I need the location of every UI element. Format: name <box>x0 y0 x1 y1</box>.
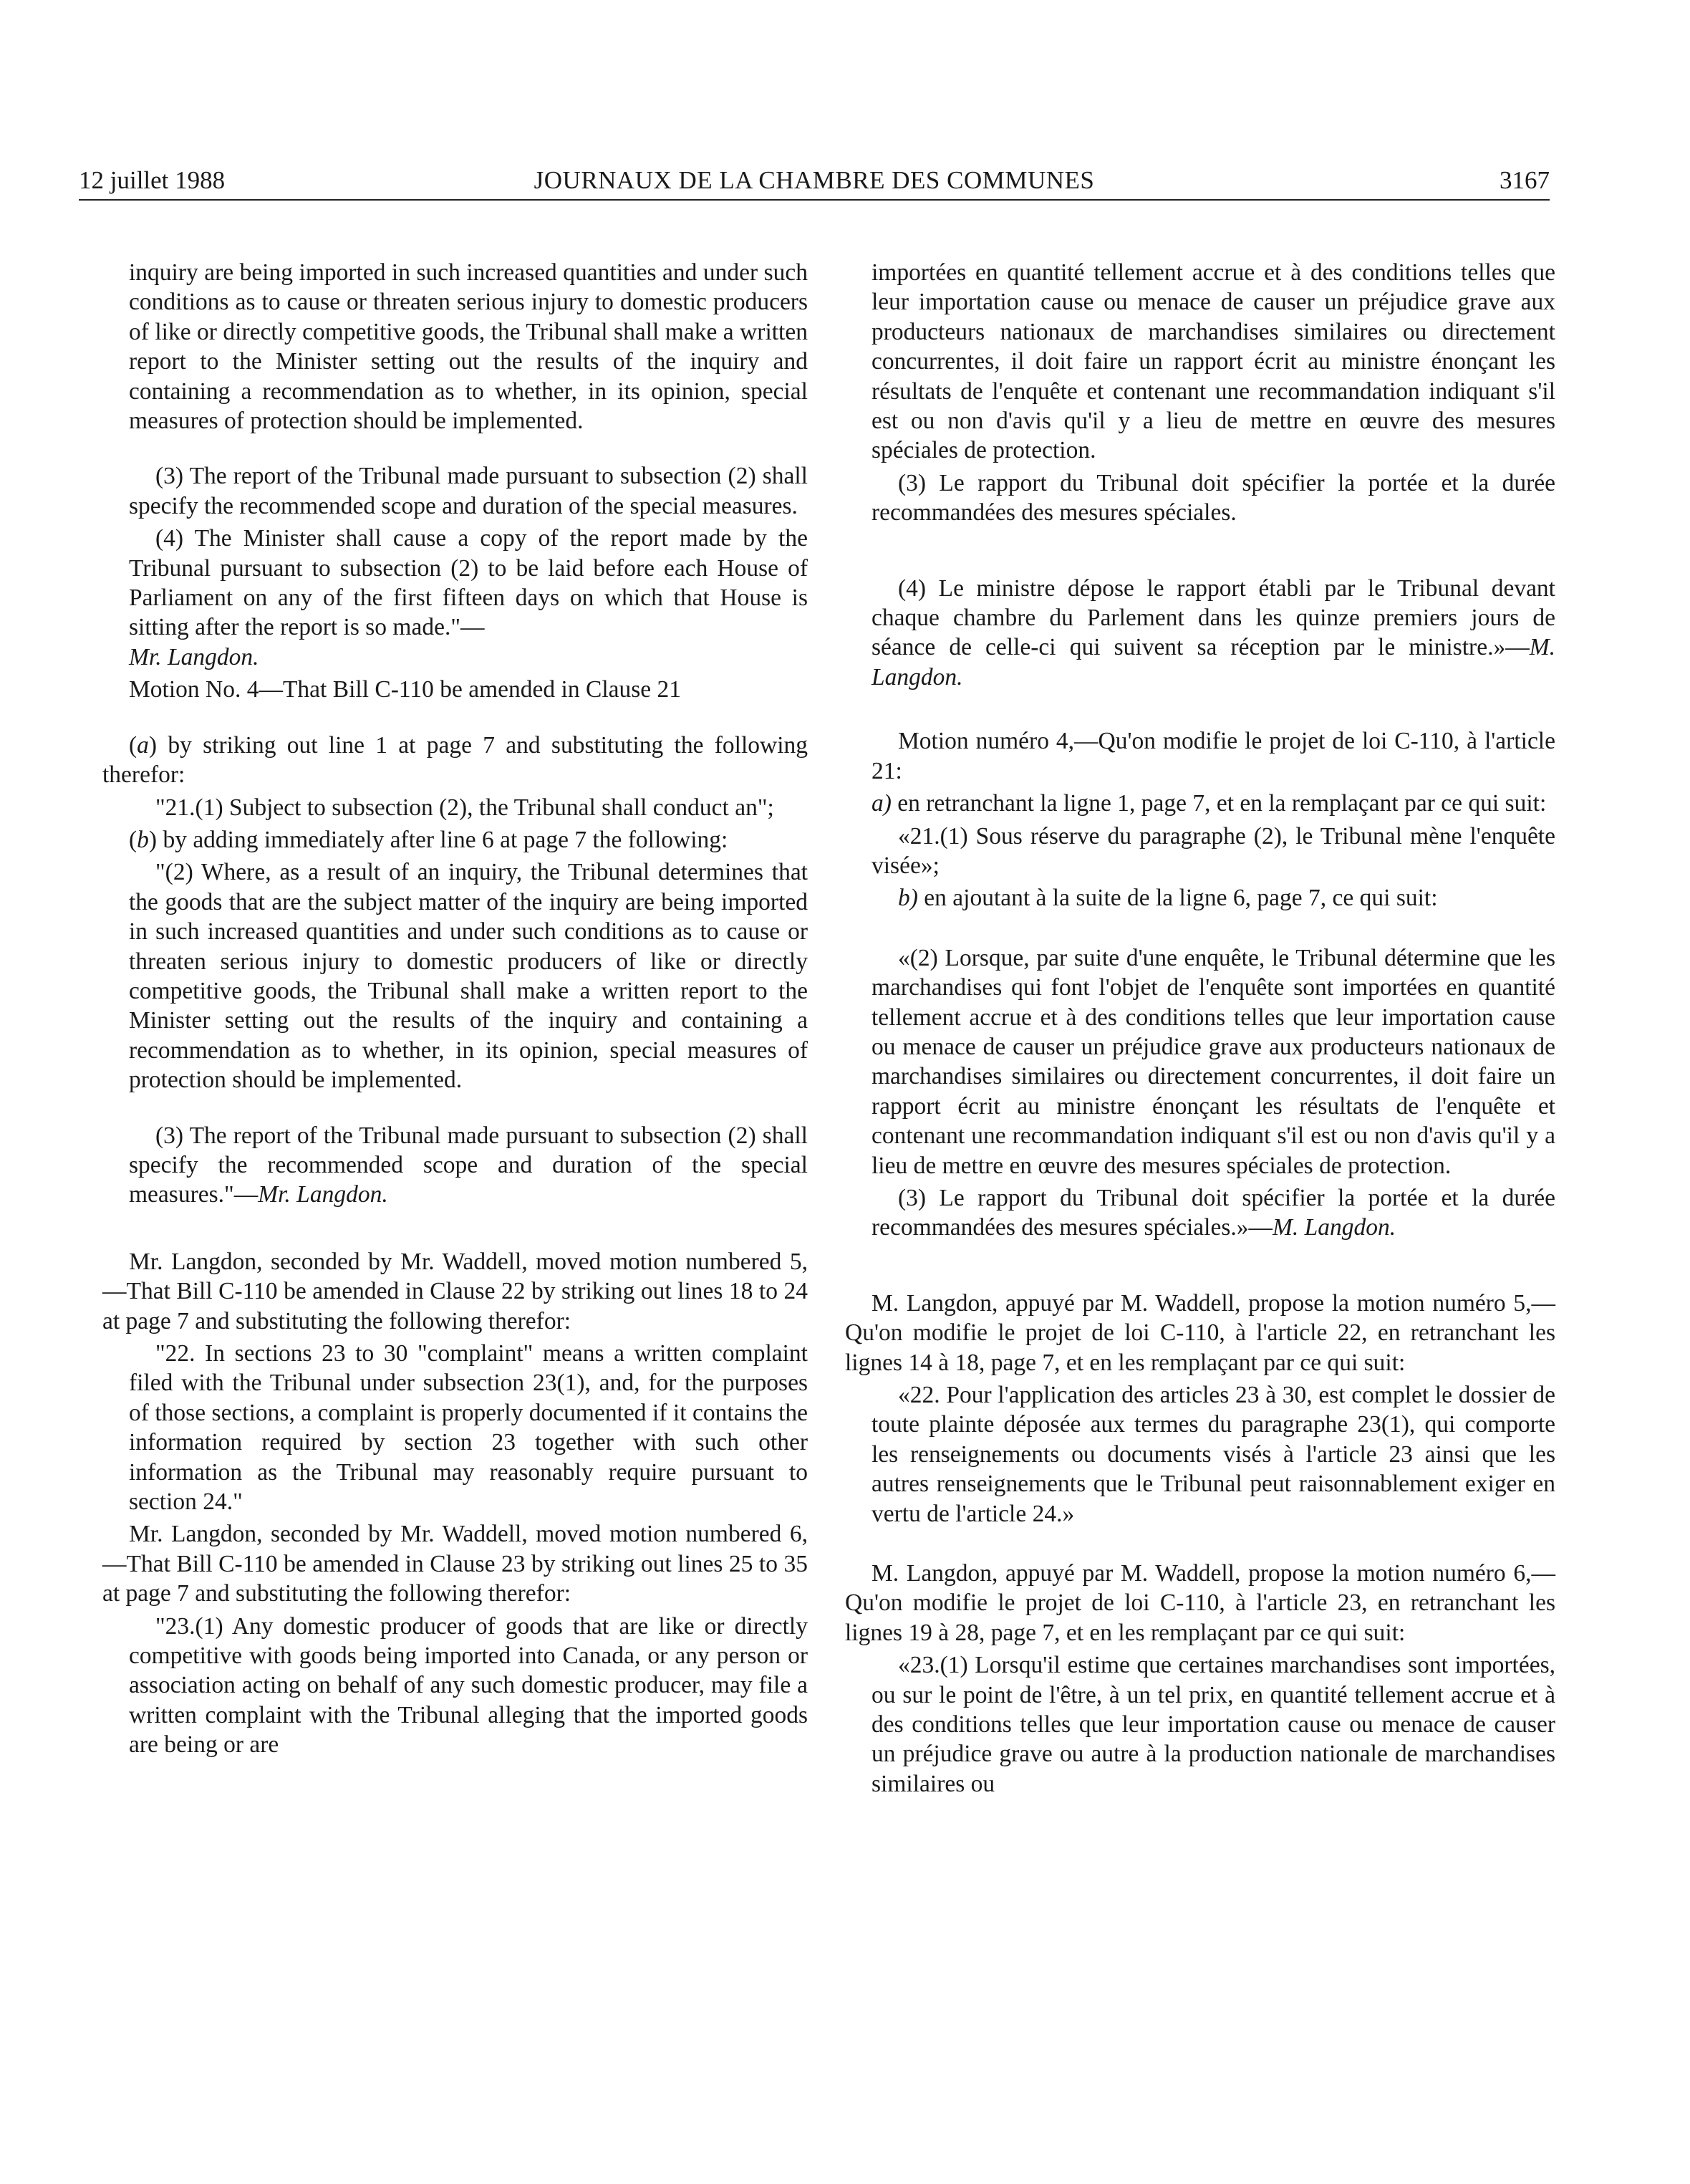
paragraph-text: (4) Le ministre dépose le rapport établi par le Tribunal devant chaque chambre du Parlement dans les quinze premiers jours de séance de celle-ci qui suivent sa réception par le ministre.»— <box>871 574 1555 661</box>
header-date: 12 juillet 1988 <box>79 166 226 194</box>
quoted-text: «23.(1) Lorsqu'il estime que certaines marchandises sont importées, ou sur le point de l'être, à un tel prix, en quantité tellement accrue et à des conditions telles que leur importation cause ou menace de causer un préjudice grave ou autre à la production nationale de marchandises similaires ou <box>871 1652 1555 1797</box>
paragraph <box>871 574 1555 693</box>
item-marker: b <box>137 826 149 853</box>
quoted-text: "23.(1) Any domestic producer of goods that are like or directly competitive with goods being imported into Canada, or any person or association acting on behalf of any such domestic producer, may file a written complaint with the Tribunal alleging that the imported goods are being or are <box>129 1612 808 1759</box>
motion-paragraph: M. Langdon, appuyé par M. Waddell, propose la motion numéro 5,—Qu'on modifie le projet de loi C-110, à l'article 22, en retranchant les lignes 14 à 18, page 7, et en les remplaçant par ce qui suit: <box>845 1289 1555 1376</box>
english-column <box>102 258 808 1760</box>
author-name: Mr. Langdon. <box>129 643 259 670</box>
item-marker: b) <box>898 885 918 912</box>
paragraph: (3) Le rapport du Tribunal doit spécifier la portée et la durée recommandées des mesures spéciales. <box>871 469 1555 526</box>
paragraph: inquiry are being imported in such increased quantities and under such conditions as to cause or threaten serious injury to domestic producers of like or directly competitive goods, the Tribunal shall make a written report to the Minister setting out the results of the inquiry and containing a recommendation as to whether, in its opinion, special measures of protection should be implemented. <box>129 259 808 435</box>
quoted-text <box>129 1121 808 1210</box>
amendment-item <box>871 883 1555 913</box>
paragraph-text: (4) The Minister shall cause a copy of the report made by the Tribunal pursuant to subsection (2) to be laid before each House of Parliament on any of the first fifteen days on which that House is sitting after the report is so made."— <box>129 525 808 641</box>
french-column <box>845 258 1555 1799</box>
item-marker: a) <box>871 790 892 817</box>
motion-paragraph: Mr. Langdon, seconded by Mr. Waddell, moved motion numbered 5,—That Bill C-110 be amended in Clause 22 by striking out lines 18 to 24 at page 7 and substituting the following therefor: <box>102 1248 808 1334</box>
motion-heading: Motion numéro 4,—Qu'on modifie le projet de loi C-110, à l'article 21: <box>871 728 1555 784</box>
quoted-text: «22. Pour l'application des articles 23 à 30, est complet le dossier de toute plainte déposée aux termes du paragraphe 23(1), qui comporte les renseignements ou documents visés à l'article 23 ainsi que les autres renseignements que le Tribunal peut raisonnablement exiger en vertu de l'article 24.» <box>871 1382 1555 1527</box>
quoted-text <box>871 1183 1555 1243</box>
quoted-text: «(2) Lorsque, par suite d'une enquête, le Tribunal détermine que les marchandises qui font l'objet de l'enquête sont importées en quantité tellement accrue et à des conditions telles que leur importation cause ou menace de causer un préjudice grave aux producteurs nationaux de marchandises similaires ou directement concurrentes, il doit faire un rapport écrit au ministre énonçant les résultats de l'enquête et contenant une recommandation indiquant s'il est ou non d'avis qu'il y a lieu de mettre en œuvre des mesures spéciales de protection. <box>871 944 1555 1179</box>
paragraph-text: (3) The report of the Tribunal made pursuant to subsection (2) shall specify the recommended scope and duration of the special measures."— <box>129 1122 808 1208</box>
author-name: M. Langdon. <box>871 634 1555 691</box>
quoted-text: "21.(1) Subject to subsection (2), the Tribunal shall conduct an"; <box>155 794 774 821</box>
page-header <box>79 162 1550 201</box>
author-name: Mr. Langdon. <box>258 1181 388 1208</box>
header-title: JOURNAUX DE LA CHAMBRE DES COMMUNES <box>533 166 1095 194</box>
item-marker: a <box>137 731 149 759</box>
quoted-text: "22. In sections 23 to 30 "complaint" means a written complaint filed with the Tribunal under subsection 23(1), and, for the purposes of those sections, a complaint is properly documented if it contains the information required by section 23 together with such other information as the Tribunal may reasonably require pursuant to section 24." <box>129 1340 808 1516</box>
page-number: 3167 <box>1500 166 1550 194</box>
paragraph: importées en quantité tellement accrue et à des conditions telles que leur importation cause ou menace de causer un préjudice grave aux producteurs nationaux de marchandises similaires ou directement concurrentes, il doit faire un rapport écrit au ministre énonçant les résultats de l'enquête et contenant une recommandation indiquant s'il est ou non d'avis qu'il y a lieu de mettre en œuvre des mesures spéciales de protection. <box>871 259 1555 464</box>
amendment-item: (a) by striking out line 1 at page 7 and substituting the following therefor: <box>102 731 808 789</box>
motion-heading: Motion No. 4—That Bill C-110 be amended in Clause 21 <box>129 676 682 703</box>
quoted-text: "(2) Where, as a result of an inquiry, the Tribunal determines that the goods that are the subject matter of the inquiry are being imported in such increased quantities and under such conditions as to cause or threaten serious injury to domestic producers of like or directly competitive goods, the Tribunal shall make a written report to the Minister setting out the results of the inquiry and containing a recommendation as to whether, in its opinion, special measures of protection should be implemented. <box>129 859 808 1094</box>
item-text: en ajoutant à la suite de la ligne 6, page 7, ce qui suit: <box>924 885 1438 912</box>
author-name: M. Langdon. <box>1273 1214 1396 1241</box>
amendment-item: (b) by adding immediately after line 6 at page 7 the following: <box>129 826 728 853</box>
amendment-item <box>845 789 1555 818</box>
paragraph: (3) The report of the Tribunal made pursuant to subsection (2) shall specify the recommended scope and duration of the special measures. <box>129 463 808 519</box>
item-text: by adding immediately after line 6 at page 7 the following: <box>163 826 728 853</box>
item-text: en retranchant la ligne 1, page 7, et en la remplaçant par ce qui suit: <box>897 790 1547 817</box>
paragraph-text: (3) Le rapport du Tribunal doit spécifier la portée et la durée recommandées des mesures spéciales.»— <box>871 1184 1555 1241</box>
motion-paragraph: M. Langdon, appuyé par M. Waddell, propose la motion numéro 6,—Qu'on modifie le projet de loi C-110, à l'article 23, en retranchant les lignes 19 à 28, page 7, et en les remplaçant par ce qui suit: <box>845 1560 1555 1646</box>
paragraph <box>129 524 808 672</box>
item-text: by striking out line 1 at page 7 and substituting the following therefor: <box>102 731 808 789</box>
quoted-text: «21.(1) Sous réserve du paragraphe (2), le Tribunal mène l'enquête visée»; <box>871 822 1555 879</box>
motion-paragraph: Mr. Langdon, seconded by Mr. Waddell, moved motion numbered 6,—That Bill C-110 be amended in Clause 23 by striking out lines 25 to 35 at page 7 and substituting the following therefor: <box>102 1521 808 1607</box>
